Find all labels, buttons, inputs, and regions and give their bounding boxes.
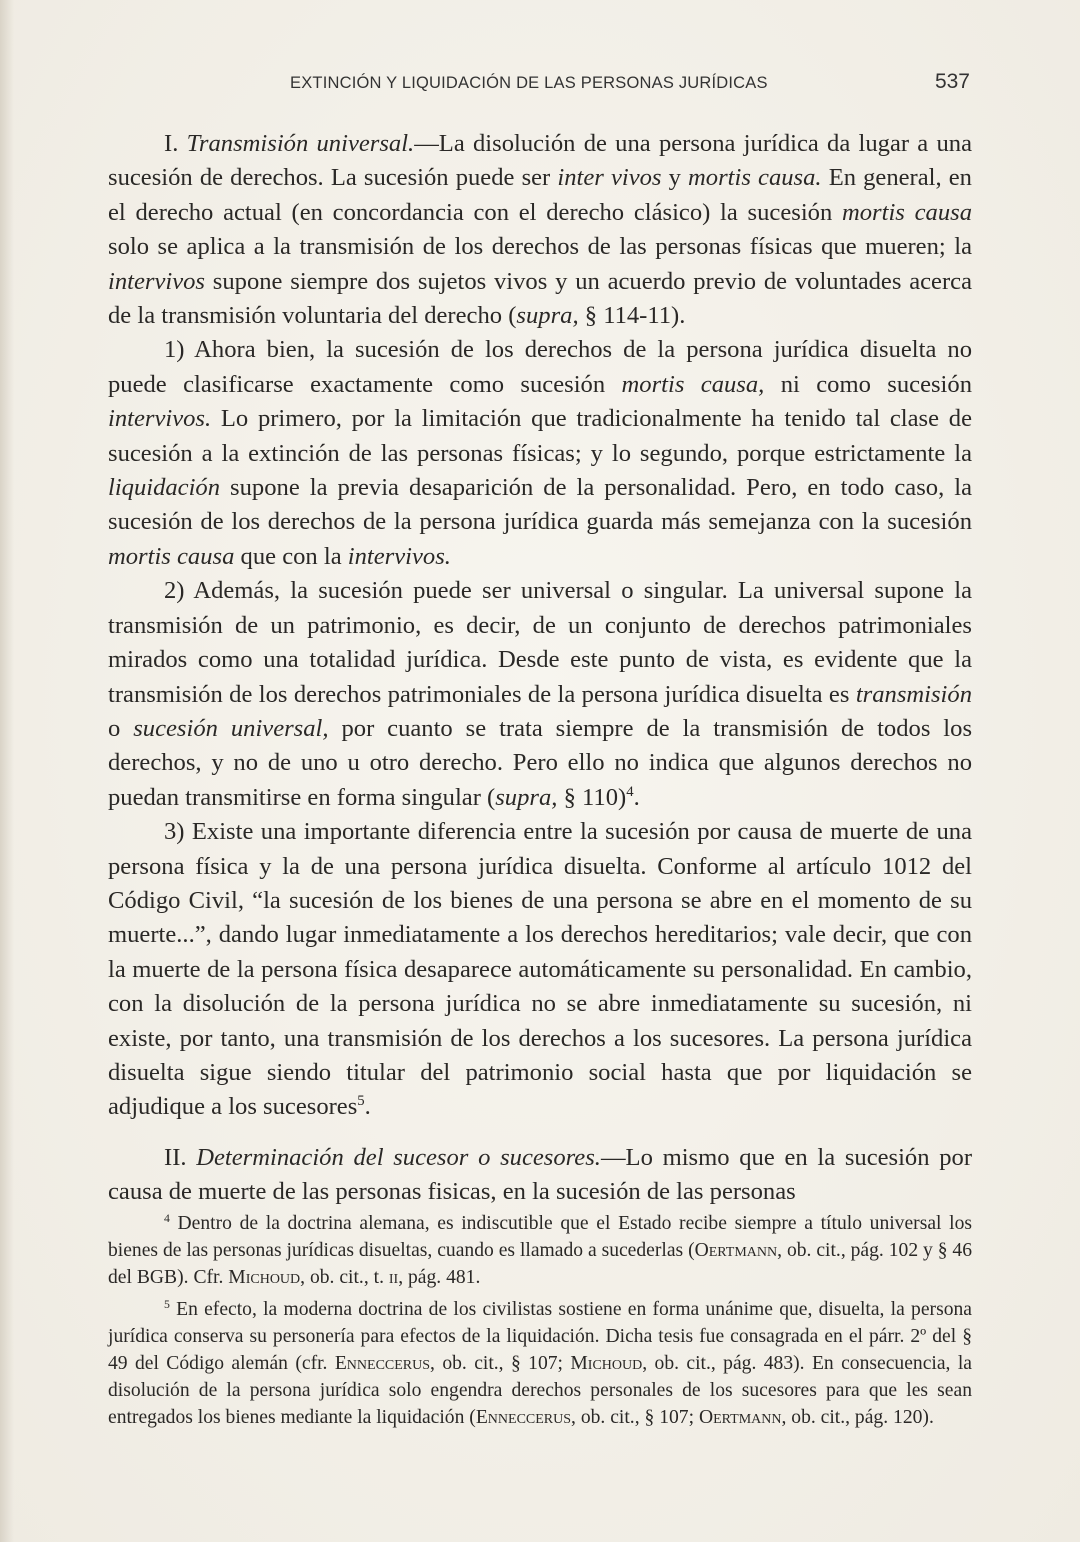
- page-number: 537: [934, 70, 970, 93]
- paragraph-2: 2) Además, la sucesión puede ser universal o singular. La universal supone la transmisión de un patrimonio, es decir, de un conjunto de derechos patrimoniales mirados como una totalidad jurídica. Desde este punto de vista, es evidente que la transmisión de los derechos patrimoniales de la persona jurídica disuelta es transmisión o sucesión universal, por cuanto se trata siempre de la transmisión de todos los derechos, y no de uno u otro derecho. Pero ello no indica que algunos derechos no puedan transmitirse en forma singular (supra, § 110)$^4$.: [108, 577, 973, 811]
- paragraph-transmision-universal: I. Transmisión universal.—La disolución de una persona jurídica da lugar a una sucesión de derechos. La sucesión puede ser inter vivos y mortis causa. En general, en el derecho actual (en concordancia con el derecho clásico) la sucesión mortis causa solo se aplica a la transmisión de los derechos de las personas físicas que mueren; la intervivos supone siempre dos sujetos vivos y un acuerdo previo de voluntades acerca de la transmisión voluntaria del derecho (supra, § 114-11).: [108, 130, 972, 330]
- footnote-ref-5: 5: [357, 1093, 365, 1110]
- footnote-5: $^5$ En efecto, la moderna doctrina de los civilistas sostiene en forma unánime que, disuelta, la persona jurídica conserva su personería para efectos de la liquidación. Dicha tesis fue consagrada en el párr. 2º del § 49 del Código alemán (cfr. Enneccerus, ob. cit., § 107; Michoud, ob. cit., pág. 483). En consecuencia, la disolución de la persona jurídica solo engendra derechos personales de los sucesores para que les sean entregados los bienes mediante la liquidación (Enneccerus, ob. cit., § 107; Oertmann, ob. cit., pág. 120).: [108, 1297, 972, 1429]
- paragraph-determinacion-sucesor: II. Determinación del sucesor o sucesores.—Lo mismo que en la sucesión por causa de muerte de las personas fisicas, en la sucesión de las personas: [108, 1143, 973, 1206]
- footnote-4: $^4$ Dentro de la doctrina alemana, es indiscutible que el Estado recibe siempre a título universal los bienes de las personas jurídicas disueltas, cuando es llamado a sucederlas (Oertmann, ob. cit., pág. 102 y § 46 del BGB). Cfr. Michoud, ob. cit., t. ii, pág. 481.: [108, 1211, 973, 1289]
- footnotes: [108, 1210, 972, 1432]
- page-gutter-shadow: [0, 0, 14, 1542]
- page-header: [290, 68, 980, 102]
- section-title: Transmisión universal.: [186, 130, 415, 157]
- section-title: Determinación del sucesor o sucesores.: [196, 1143, 601, 1171]
- paragraph-3: 3) Existe una importante diferencia entre la sucesión por causa de muerte de una persona física y la de una persona jurídica disuelta. Conforme al artículo 1012 del Código Civil, “la sucesión de los bienes de una persona se abre en el momento de su muerte...”, dando lugar inmediatamente a los derechos hereditarios; vale decir, que con la muerte de la persona física desaparece automáticamente su personalidad. En cambio, con la disolución de la persona jurídica no se abre inmediatamente su sucesión, ni existe, por tanto, una transmisión de los derechos a los sucesores. La persona jurídica disuelta sigue siendo titular del patrimonio social hasta que por liquidación se adjudique a los sucesores$^5$.: [108, 818, 972, 1121]
- running-head: EXTINCIÓN Y LIQUIDACIÓN DE LAS PERSONAS JURÍDICAS: [290, 74, 768, 92]
- section-label: II.: [164, 1143, 187, 1171]
- section-label: I.: [164, 130, 179, 157]
- paragraph-1: 1) Ahora bien, la sucesión de los derechos de la persona jurídica disuelta no puede clasificarse exactamente como sucesión mortis causa, ni como sucesión intervivos. Lo primero, por la limitación que tradicionalmente ha tenido tal clase de sucesión a la extinción de las personas físicas; y lo segundo, porque estrictamente la liquidación supone la previa desaparición de la personalidad. Pero, en todo caso, la sucesión de los derechos de la persona jurídica guarda más semejanza con la sucesión mortis causa que con la intervivos.: [108, 336, 972, 570]
- footnote-mark: 5: [164, 1297, 170, 1311]
- main-text: [108, 127, 972, 1210]
- footnote-ref-4: 4: [626, 783, 634, 800]
- footnote-mark: 4: [164, 1211, 170, 1225]
